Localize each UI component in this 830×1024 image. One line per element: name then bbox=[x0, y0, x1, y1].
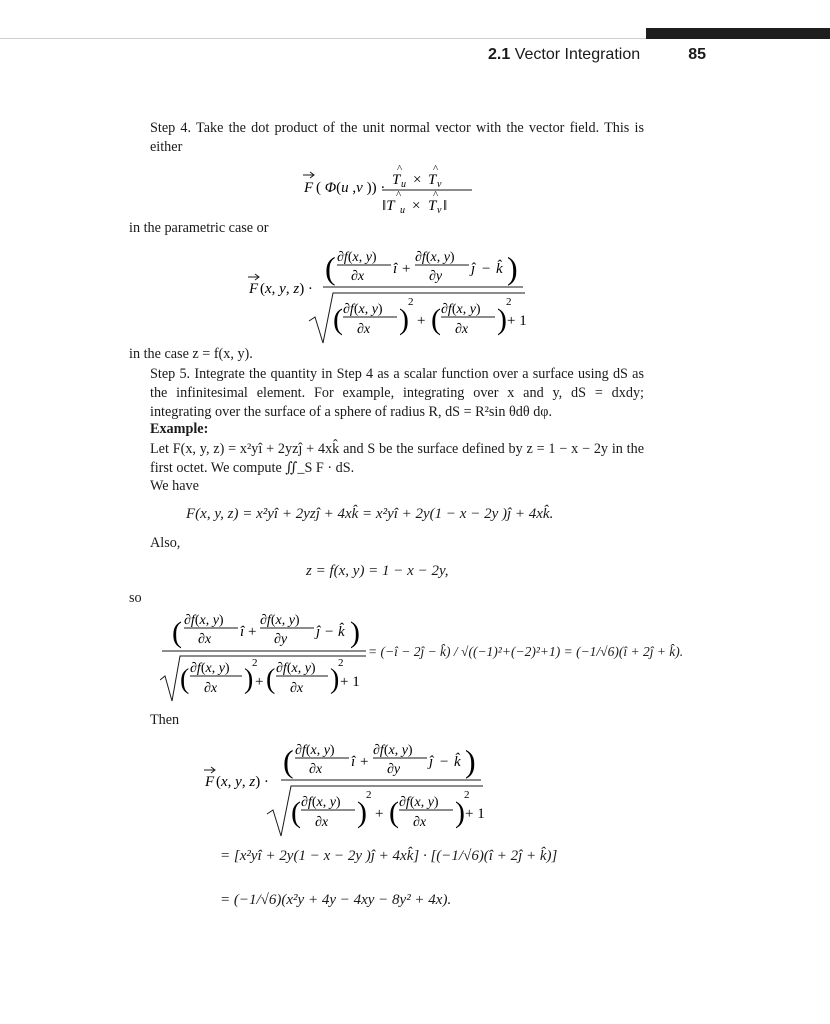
svg-text:î: î bbox=[393, 261, 398, 277]
svg-text:): ) bbox=[507, 250, 518, 286]
svg-text:T: T bbox=[392, 172, 401, 188]
svg-text:∂f(x, y): ∂f(x, y) bbox=[415, 250, 455, 265]
svg-text:∂f(x, y): ∂f(x, y) bbox=[337, 250, 377, 265]
svg-text:(: ( bbox=[180, 664, 190, 695]
svg-text:ĵ: ĵ bbox=[471, 261, 476, 277]
svg-text:(: ( bbox=[431, 303, 441, 336]
svg-text:T: T bbox=[428, 172, 437, 188]
svg-text:∂y: ∂y bbox=[387, 762, 401, 777]
equation-surface: z = f(x, y) = 1 − x − 2y, bbox=[306, 563, 449, 579]
svg-text:2: 2 bbox=[366, 789, 372, 801]
svg-text:^: ^ bbox=[433, 189, 439, 201]
equation-general-normal bbox=[245, 243, 535, 348]
example-intro: Let F(x, y, z) = x²yî + 2yzĵ + 4xk̂ and S be the surface defined by z = 1 − x − 2y in the first octet. We compute ∬_S F · dS. bbox=[150, 441, 644, 476]
svg-text:F: F bbox=[249, 281, 259, 297]
svg-text:ĵ: ĵ bbox=[316, 624, 321, 640]
svg-text:(x, y, z) ·: (x, y, z) · bbox=[216, 774, 269, 790]
svg-text:+: + bbox=[255, 674, 264, 690]
svg-text:∂f(x, y): ∂f(x, y) bbox=[301, 795, 341, 810]
section-number: 2.1 bbox=[488, 46, 511, 63]
svg-text:): ) bbox=[465, 743, 476, 779]
svg-text:2: 2 bbox=[252, 657, 258, 669]
svg-text:∂y: ∂y bbox=[274, 632, 288, 647]
equation-normal-result: = (−î − 2ĵ − k̂) / √((−1)²+(−2)²+1) = (−1/√6)(î + 2ĵ + k̂). bbox=[368, 644, 684, 659]
page-number: 85 bbox=[688, 46, 706, 63]
svg-text:): ) bbox=[350, 616, 360, 649]
svg-text:): ) bbox=[330, 664, 340, 695]
svg-text:( Φ(u ,v )) ·: ( Φ(u ,v )) · bbox=[316, 180, 386, 196]
equation-normal-fraction bbox=[160, 608, 370, 703]
parametric-case-text: in the parametric case or bbox=[129, 220, 269, 236]
svg-text:∂x: ∂x bbox=[309, 762, 323, 777]
svg-text:+: + bbox=[360, 754, 369, 770]
svg-text:(: ( bbox=[283, 743, 294, 779]
we-have-text: We have bbox=[150, 478, 199, 494]
equation-parametric-normal bbox=[300, 160, 500, 220]
svg-text:∂x: ∂x bbox=[290, 681, 304, 696]
svg-text:(: ( bbox=[333, 303, 343, 336]
svg-text:T: T bbox=[428, 198, 437, 214]
svg-text:2: 2 bbox=[464, 789, 470, 801]
svg-text:∂x: ∂x bbox=[351, 269, 365, 284]
svg-text:×: × bbox=[412, 198, 421, 214]
svg-text:v: v bbox=[437, 179, 442, 190]
svg-text:∂x: ∂x bbox=[198, 632, 212, 647]
svg-text:∂f(x, y): ∂f(x, y) bbox=[190, 661, 230, 676]
svg-text:+ 1: + 1 bbox=[340, 674, 360, 690]
svg-text:∂f(x, y): ∂f(x, y) bbox=[276, 661, 316, 676]
svg-text:u: u bbox=[401, 179, 406, 190]
svg-text:^: ^ bbox=[396, 189, 402, 201]
svg-text:∂x: ∂x bbox=[315, 815, 329, 830]
svg-text:∂f(x, y): ∂f(x, y) bbox=[295, 743, 335, 758]
svg-text:^: ^ bbox=[397, 163, 403, 175]
equation-dot-product-setup bbox=[203, 736, 493, 841]
svg-text:): ) bbox=[357, 796, 367, 829]
example-intro-paragraph bbox=[129, 440, 644, 478]
so-text: so bbox=[129, 590, 142, 606]
svg-text:^: ^ bbox=[433, 163, 439, 175]
svg-text:∂x: ∂x bbox=[413, 815, 427, 830]
header-tab-bar bbox=[646, 28, 830, 39]
svg-text:(: ( bbox=[325, 250, 336, 286]
equation-result: = (−1/√6)(x²y + 4y − 4xy − 8y² + 4x). bbox=[220, 892, 452, 908]
equation-dot-product: = [x²yî + 2y(1 − x − 2y )ĵ + 4xk̂] · [(−1/√6)(î + 2ĵ + k̂)] bbox=[220, 848, 558, 864]
section-title: Vector Integration bbox=[514, 46, 641, 63]
svg-text:+: + bbox=[402, 261, 411, 277]
svg-text:(x, y, z) ·: (x, y, z) · bbox=[260, 281, 313, 297]
svg-text:(: ( bbox=[172, 616, 182, 649]
svg-text:): ) bbox=[497, 303, 507, 336]
svg-text:+: + bbox=[375, 806, 384, 822]
svg-text:−: − bbox=[440, 754, 449, 770]
section-heading bbox=[488, 46, 640, 64]
example-label: Example: bbox=[150, 421, 209, 437]
svg-text:2: 2 bbox=[506, 296, 512, 308]
svg-text:+ 1: + 1 bbox=[465, 806, 485, 822]
svg-text:−: − bbox=[325, 624, 334, 640]
svg-text:∂x: ∂x bbox=[204, 681, 218, 696]
svg-text:k̂: k̂ bbox=[338, 624, 345, 640]
step5-paragraph bbox=[129, 365, 644, 422]
svg-text:(: ( bbox=[266, 664, 276, 695]
case-z-text: in the case z = f(x, y). bbox=[129, 346, 253, 362]
svg-text:−: − bbox=[482, 261, 491, 277]
svg-text:∂f(x, y): ∂f(x, y) bbox=[260, 613, 300, 628]
svg-text:∂x: ∂x bbox=[455, 322, 469, 337]
svg-text:F: F bbox=[205, 774, 215, 790]
svg-text:): ) bbox=[244, 664, 254, 695]
svg-text:u: u bbox=[400, 205, 405, 216]
step4-paragraph bbox=[129, 119, 644, 157]
svg-text:ĵ: ĵ bbox=[429, 754, 434, 770]
svg-text:2: 2 bbox=[408, 296, 414, 308]
svg-text:(: ( bbox=[389, 796, 399, 829]
svg-text:∂f(x, y): ∂f(x, y) bbox=[373, 743, 413, 758]
svg-text:+: + bbox=[417, 313, 426, 329]
svg-text:î: î bbox=[351, 754, 356, 770]
also-text: Also, bbox=[150, 535, 181, 551]
svg-text:∂y: ∂y bbox=[429, 269, 443, 284]
svg-text:∂f(x, y): ∂f(x, y) bbox=[343, 302, 383, 317]
step4-text: Step 4. Take the dot product of the unit normal vector with the vector field. This is either bbox=[150, 120, 644, 155]
svg-text:‖: ‖ bbox=[443, 198, 448, 214]
svg-text:(: ( bbox=[291, 796, 301, 829]
svg-text:2: 2 bbox=[338, 657, 344, 669]
svg-text:k̂: k̂ bbox=[454, 754, 461, 770]
svg-text:v: v bbox=[437, 205, 442, 216]
svg-text:∂f(x, y): ∂f(x, y) bbox=[399, 795, 439, 810]
svg-text:×: × bbox=[413, 172, 422, 188]
svg-text:+: + bbox=[248, 624, 257, 640]
svg-text:∂x: ∂x bbox=[357, 322, 371, 337]
svg-text:‖T: ‖T bbox=[382, 198, 395, 214]
svg-text:+ 1: + 1 bbox=[507, 313, 527, 329]
svg-text:): ) bbox=[455, 796, 465, 829]
then-text: Then bbox=[150, 712, 180, 728]
svg-text:∂f(x, y): ∂f(x, y) bbox=[441, 302, 481, 317]
equation-vector-field: F(x, y, z) = x²yî + 2yzĵ + 4xk̂ = x²yî + 2y(1 − x − 2y )ĵ + 4xk̂. bbox=[186, 506, 554, 522]
svg-text:k̂: k̂ bbox=[496, 261, 503, 277]
svg-text:î: î bbox=[240, 624, 245, 640]
svg-text:F: F bbox=[304, 180, 314, 196]
svg-text:∂f(x, y): ∂f(x, y) bbox=[184, 613, 224, 628]
step5-text: Step 5. Integrate the quantity in Step 4 as a scalar function over a surface using dS as the infinitesimal element. For example, integrating over x and y, dS = dxdy; integrating over the surface of a sphere of radius R, dS = R²sin θdθ dφ. bbox=[150, 366, 644, 420]
svg-text:): ) bbox=[399, 303, 409, 336]
